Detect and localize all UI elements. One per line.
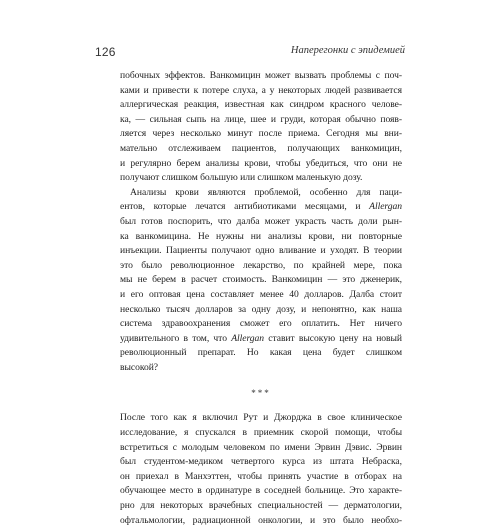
text-line: был студентом-медиком четвертого курса из штата Небраска, <box>120 456 402 468</box>
running-title: Наперегонки с эпидемией <box>290 45 405 56</box>
page-header <box>95 45 405 59</box>
text-line: побочных эффектов. Ванкомицин может вызвать проблемы с поч- <box>120 70 402 81</box>
text-line: и его оптовая цена составляет менее 40 долларов. Далба стоит <box>120 288 402 300</box>
text-line: встретиться с молодым человеком по имени Эрвин Дэвис. Эрвин <box>120 441 402 453</box>
text-line: ками и привести к потере слуха, а у некоторых людей развивается <box>120 84 402 96</box>
text-line: ка ванкомицина. Не нужны ни анализы крови, ни повторные <box>120 230 402 242</box>
text-line: был готов поспорить, что далба может украсть часть доли рын- <box>120 215 402 227</box>
text-line: инъекции. Пациенты получают одно вливание и уходят. В теории <box>120 245 402 257</box>
section-gap <box>120 404 402 411</box>
paragraph-1 <box>120 69 402 186</box>
text-line: Анализы крови являются проблемой, особенно для паци- <box>130 186 402 198</box>
text-line: обучающее место в ординатуре в соседней больнице. Это характе- <box>120 485 402 497</box>
paragraph-2 <box>120 186 402 376</box>
text-line: он приехал в Манхэттен, чтобы принять участие в отборах на <box>120 470 402 482</box>
text-line: это было революционное лекарство, по крайней мере, пока <box>120 259 402 271</box>
text-line: ляется через несколько минут после приема. Сегодня мы вни- <box>120 128 402 140</box>
text-line: ка, — сильная сыпь на лице, шее и груди, которая обычно появ- <box>120 113 402 125</box>
text-line: получают слишком большую или слишком маленькую дозу. <box>120 172 363 184</box>
text-line: офтальмологии, радиационной онкологии, и это было необхо- <box>120 514 402 526</box>
text-line: и регулярно берем анализы крови, чтобы убедиться, что они не <box>120 157 402 169</box>
text-line: После того как я включил Рут и Джорджа в свое клиническое <box>120 412 402 424</box>
text-line: ентов, которые лечатся антибиотиками месяцами, и Allergan <box>120 201 402 213</box>
text-line: рно для некоторых врачебных специальностей — дерматологии, <box>120 500 402 512</box>
text-line: высокой? <box>120 361 158 373</box>
text-line: исследование, я спускался в приемник скорой помощи, чтобы <box>120 427 402 439</box>
page-body <box>120 69 402 528</box>
page-number: 126 <box>95 45 116 59</box>
paragraph-3 <box>120 411 402 528</box>
text-line: удивительного в том, что Allergan ставит высокую цену на новый <box>120 332 402 344</box>
section-separator: *** <box>251 388 271 399</box>
text-line: мы не берем в расчет стоимость. Ванкомицин — это дженерик, <box>120 274 402 286</box>
text-line: революционный препарат. Но какая цена будет слишком <box>120 347 402 359</box>
section-gap <box>120 375 402 382</box>
text-line: система здравоохранения сможет его оплатить. Нет ничего <box>120 318 402 330</box>
text-line: аллергическая реакция, известная как синдром красного челове- <box>120 99 402 111</box>
text-line: несколько тысяч долларов за одну дозу, и непонятно, как наша <box>120 303 402 315</box>
text-line: мательно отслеживаем пациентов, получающих ванкомицин, <box>120 142 402 154</box>
